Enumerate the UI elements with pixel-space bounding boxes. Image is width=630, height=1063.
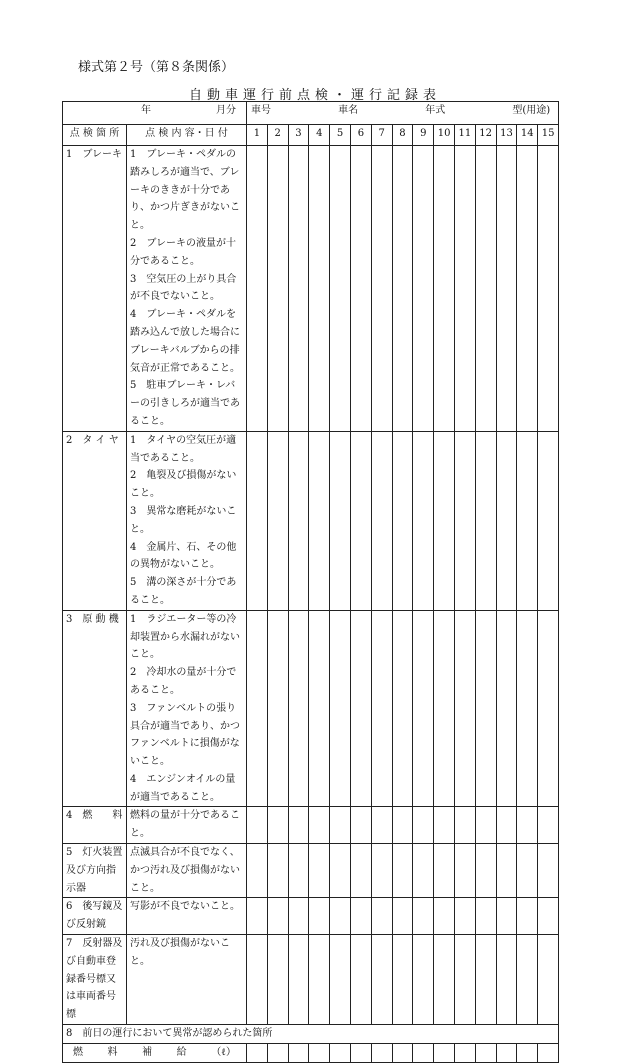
check-cell[interactable] xyxy=(392,146,413,432)
inspection-content: 1 ブレーキ・ペダルの踏みしろが適当で、ブレーキのききが十分であり、かつ片ぎきがないこと。 2 ブレーキの液量が十分であること。 3 空気圧の上がり具合が不良でないこと。 4 ブレーキ・ペダルを踏み込んで放した場合にブレーキバルブからの排気音が正常であること。 5 駐車ブレーキ・レバーの引きしろが適当であること。 xyxy=(127,146,247,432)
check-cell[interactable] xyxy=(413,431,434,610)
inspection-row xyxy=(63,610,559,807)
day-header: 9 xyxy=(413,125,434,146)
fuel-cell[interactable] xyxy=(454,1043,475,1062)
check-cell[interactable] xyxy=(517,146,538,432)
check-cell[interactable] xyxy=(413,807,434,844)
check-cell[interactable] xyxy=(288,844,309,898)
check-cell[interactable] xyxy=(309,431,330,610)
fuel-cell[interactable] xyxy=(517,1043,538,1062)
day-header: 15 xyxy=(538,125,559,146)
check-cell[interactable] xyxy=(350,807,371,844)
check-cell[interactable] xyxy=(413,898,434,935)
inspection-table xyxy=(62,101,559,1063)
abnormal-label[interactable]: 8 前日の運行において異常が認められた箇所 xyxy=(63,1025,559,1044)
check-cell[interactable] xyxy=(413,610,434,807)
day-header: 8 xyxy=(392,125,413,146)
check-cell[interactable] xyxy=(454,898,475,935)
fuel-label-part: 補 xyxy=(142,1046,153,1058)
check-cell[interactable] xyxy=(267,898,288,935)
check-cell[interactable] xyxy=(350,146,371,432)
check-cell[interactable] xyxy=(247,898,268,935)
check-cell[interactable] xyxy=(309,610,330,807)
check-cell[interactable] xyxy=(454,807,475,844)
check-cell[interactable] xyxy=(371,610,392,807)
fuel-cell[interactable] xyxy=(267,1043,288,1062)
check-cell[interactable] xyxy=(392,898,413,935)
check-cell[interactable] xyxy=(434,807,455,844)
fuel-cell[interactable] xyxy=(538,1043,559,1062)
check-cell[interactable] xyxy=(309,844,330,898)
check-cell[interactable] xyxy=(538,431,559,610)
check-cell[interactable] xyxy=(475,807,496,844)
fuel-cell[interactable] xyxy=(475,1043,496,1062)
type-use-label: 型(用途) xyxy=(512,105,551,116)
day-header: 13 xyxy=(496,125,517,146)
inspection-row xyxy=(63,898,559,935)
check-cell[interactable] xyxy=(413,844,434,898)
check-cell[interactable] xyxy=(454,146,475,432)
day-header: 11 xyxy=(454,125,475,146)
check-cell[interactable] xyxy=(288,807,309,844)
fuel-cell[interactable] xyxy=(288,1043,309,1062)
check-cell[interactable] xyxy=(496,807,517,844)
check-cell[interactable] xyxy=(517,935,538,1025)
fuel-cell[interactable] xyxy=(330,1043,351,1062)
check-cell[interactable] xyxy=(350,844,371,898)
check-cell[interactable] xyxy=(454,431,475,610)
check-cell[interactable] xyxy=(454,935,475,1025)
inspection-row xyxy=(63,807,559,844)
check-cell[interactable] xyxy=(413,935,434,1025)
fuel-label-part: 燃 xyxy=(73,1046,83,1058)
check-cell[interactable] xyxy=(538,610,559,807)
fuel-label-part: 料 xyxy=(107,1046,118,1058)
check-cell[interactable] xyxy=(538,844,559,898)
check-cell[interactable] xyxy=(496,935,517,1025)
inspection-content: 写影が不良でないこと。 xyxy=(127,898,247,935)
check-cell[interactable] xyxy=(309,935,330,1025)
check-cell[interactable] xyxy=(288,610,309,807)
day-header: 3 xyxy=(288,125,309,146)
check-cell[interactable] xyxy=(392,935,413,1025)
vehicle-name-label: 車名 xyxy=(338,105,359,116)
fuel-label xyxy=(63,1043,247,1062)
check-cell[interactable] xyxy=(247,807,268,844)
check-cell[interactable] xyxy=(538,146,559,432)
fuel-row xyxy=(63,1043,559,1062)
check-cell[interactable] xyxy=(350,431,371,610)
inspection-item: 1 ブレーキ xyxy=(63,146,127,432)
check-cell[interactable] xyxy=(371,431,392,610)
fuel-cell[interactable] xyxy=(413,1043,434,1062)
vehicle-no-label: 車号 xyxy=(251,105,271,116)
check-cell[interactable] xyxy=(538,898,559,935)
fuel-cell[interactable] xyxy=(371,1043,392,1062)
check-cell[interactable] xyxy=(371,146,392,432)
check-cell[interactable] xyxy=(309,898,330,935)
fuel-cell[interactable] xyxy=(350,1043,371,1062)
check-cell[interactable] xyxy=(434,898,455,935)
day-header: 6 xyxy=(350,125,371,146)
check-cell[interactable] xyxy=(517,844,538,898)
check-cell[interactable] xyxy=(371,935,392,1025)
check-cell[interactable] xyxy=(288,146,309,432)
model-year-label: 年式 xyxy=(425,105,446,116)
check-cell[interactable] xyxy=(247,146,268,432)
check-cell[interactable] xyxy=(267,146,288,432)
check-cell[interactable] xyxy=(330,146,351,432)
check-cell[interactable] xyxy=(434,844,455,898)
check-cell[interactable] xyxy=(330,807,351,844)
check-cell[interactable] xyxy=(434,431,455,610)
check-cell[interactable] xyxy=(517,898,538,935)
check-cell[interactable] xyxy=(267,844,288,898)
check-cell[interactable] xyxy=(247,844,268,898)
check-cell[interactable] xyxy=(496,431,517,610)
fuel-label-part: （ℓ） xyxy=(211,1046,236,1058)
check-cell[interactable] xyxy=(434,146,455,432)
check-cell[interactable] xyxy=(350,610,371,807)
day-header: 12 xyxy=(475,125,496,146)
inspection-content: 燃料の量が十分であること。 xyxy=(127,807,247,844)
check-cell[interactable] xyxy=(288,898,309,935)
page-title: 自動車運行前点検・運行記録表 xyxy=(188,88,441,103)
check-cell[interactable] xyxy=(475,610,496,807)
header-row-period xyxy=(63,102,559,125)
inspection-item: 3 原 動 機 xyxy=(63,610,127,807)
day-header: 14 xyxy=(517,125,538,146)
check-cell[interactable] xyxy=(288,935,309,1025)
inspection-row xyxy=(63,844,559,898)
year-month-field[interactable] xyxy=(63,102,247,125)
check-cell[interactable] xyxy=(330,431,351,610)
check-cell[interactable] xyxy=(392,431,413,610)
check-cell[interactable] xyxy=(475,844,496,898)
fuel-cell[interactable] xyxy=(496,1043,517,1062)
fuel-cell[interactable] xyxy=(434,1043,455,1062)
check-cell[interactable] xyxy=(454,610,475,807)
inspection-item: 6 後写鏡及び反射鏡 xyxy=(63,898,127,935)
check-cell[interactable] xyxy=(267,935,288,1025)
check-cell[interactable] xyxy=(496,610,517,807)
check-cell[interactable] xyxy=(517,807,538,844)
check-cell[interactable] xyxy=(350,898,371,935)
form-number: 様式第２号（第８条関係） xyxy=(78,60,235,75)
col-item-header: 点 検 箇 所 xyxy=(63,125,127,146)
check-cell[interactable] xyxy=(496,844,517,898)
check-cell[interactable] xyxy=(247,610,268,807)
check-cell[interactable] xyxy=(517,610,538,807)
inspection-item: 4 燃 料 xyxy=(63,807,127,844)
check-cell[interactable] xyxy=(247,935,268,1025)
fuel-cell[interactable] xyxy=(392,1043,413,1062)
fuel-label-part: 給 xyxy=(176,1046,187,1058)
day-header: 7 xyxy=(371,125,392,146)
day-header: 5 xyxy=(330,125,351,146)
check-cell[interactable] xyxy=(371,844,392,898)
check-cell[interactable] xyxy=(434,935,455,1025)
check-cell[interactable] xyxy=(247,431,268,610)
vehicle-info-field[interactable] xyxy=(247,102,559,125)
check-cell[interactable] xyxy=(475,431,496,610)
check-cell[interactable] xyxy=(330,898,351,935)
check-cell[interactable] xyxy=(517,431,538,610)
inspection-row xyxy=(63,146,559,432)
inspection-content: 汚れ及び損傷がないこと。 xyxy=(127,935,247,1025)
check-cell[interactable] xyxy=(267,807,288,844)
check-cell[interactable] xyxy=(350,935,371,1025)
check-cell[interactable] xyxy=(309,146,330,432)
check-cell[interactable] xyxy=(434,610,455,807)
check-cell[interactable] xyxy=(267,610,288,807)
check-cell[interactable] xyxy=(330,844,351,898)
check-cell[interactable] xyxy=(413,146,434,432)
check-cell[interactable] xyxy=(475,146,496,432)
fuel-cell[interactable] xyxy=(247,1043,268,1062)
check-cell[interactable] xyxy=(496,146,517,432)
check-cell[interactable] xyxy=(309,807,330,844)
check-cell[interactable] xyxy=(538,935,559,1025)
check-cell[interactable] xyxy=(392,807,413,844)
inspection-content: 1 ラジエーター等の冷却装置から水漏れがないこと。 2 冷却水の量が十分であること。 3 ファンベルトの張り具合が適当であり、かつファンベルトに損傷がないこと。 4 エンジンオイルの量が適当であること。 xyxy=(127,610,247,807)
check-cell[interactable] xyxy=(330,935,351,1025)
check-cell[interactable] xyxy=(371,898,392,935)
month-label: 月分 xyxy=(216,105,236,116)
check-cell[interactable] xyxy=(371,807,392,844)
inspection-item: 5 灯火装置及び方向指示器 xyxy=(63,844,127,898)
check-cell[interactable] xyxy=(496,898,517,935)
header-row-columns xyxy=(63,125,559,146)
check-cell[interactable] xyxy=(267,431,288,610)
check-cell[interactable] xyxy=(475,898,496,935)
check-cell[interactable] xyxy=(392,610,413,807)
day-header: 2 xyxy=(267,125,288,146)
inspection-item: 7 反射器及び自動車登録番号標又は車両番号標 xyxy=(63,935,127,1025)
abnormal-row xyxy=(63,1025,559,1044)
check-cell[interactable] xyxy=(330,610,351,807)
day-header: 10 xyxy=(434,125,455,146)
check-cell[interactable] xyxy=(538,807,559,844)
check-cell[interactable] xyxy=(454,844,475,898)
inspection-item: 2 タ イ ヤ xyxy=(63,431,127,610)
inspection-content: 1 タイヤの空気圧が適当であること。 2 亀裂及び損傷がないこと。 3 異常な磨耗がないこと。 4 金属片、石、その他の異物がないこと。 5 溝の深さが十分であること。 xyxy=(127,431,247,610)
inspection-content: 点滅具合が不良でなく、かつ汚れ及び損傷がないこと。 xyxy=(127,844,247,898)
check-cell[interactable] xyxy=(288,431,309,610)
day-header: 1 xyxy=(247,125,268,146)
check-cell[interactable] xyxy=(392,844,413,898)
inspection-row xyxy=(63,935,559,1025)
inspection-row xyxy=(63,431,559,610)
col-content-header: 点 検 内 容・日 付 xyxy=(127,125,247,146)
day-header: 4 xyxy=(309,125,330,146)
check-cell[interactable] xyxy=(475,935,496,1025)
year-label: 年 xyxy=(141,105,151,116)
fuel-cell[interactable] xyxy=(309,1043,330,1062)
